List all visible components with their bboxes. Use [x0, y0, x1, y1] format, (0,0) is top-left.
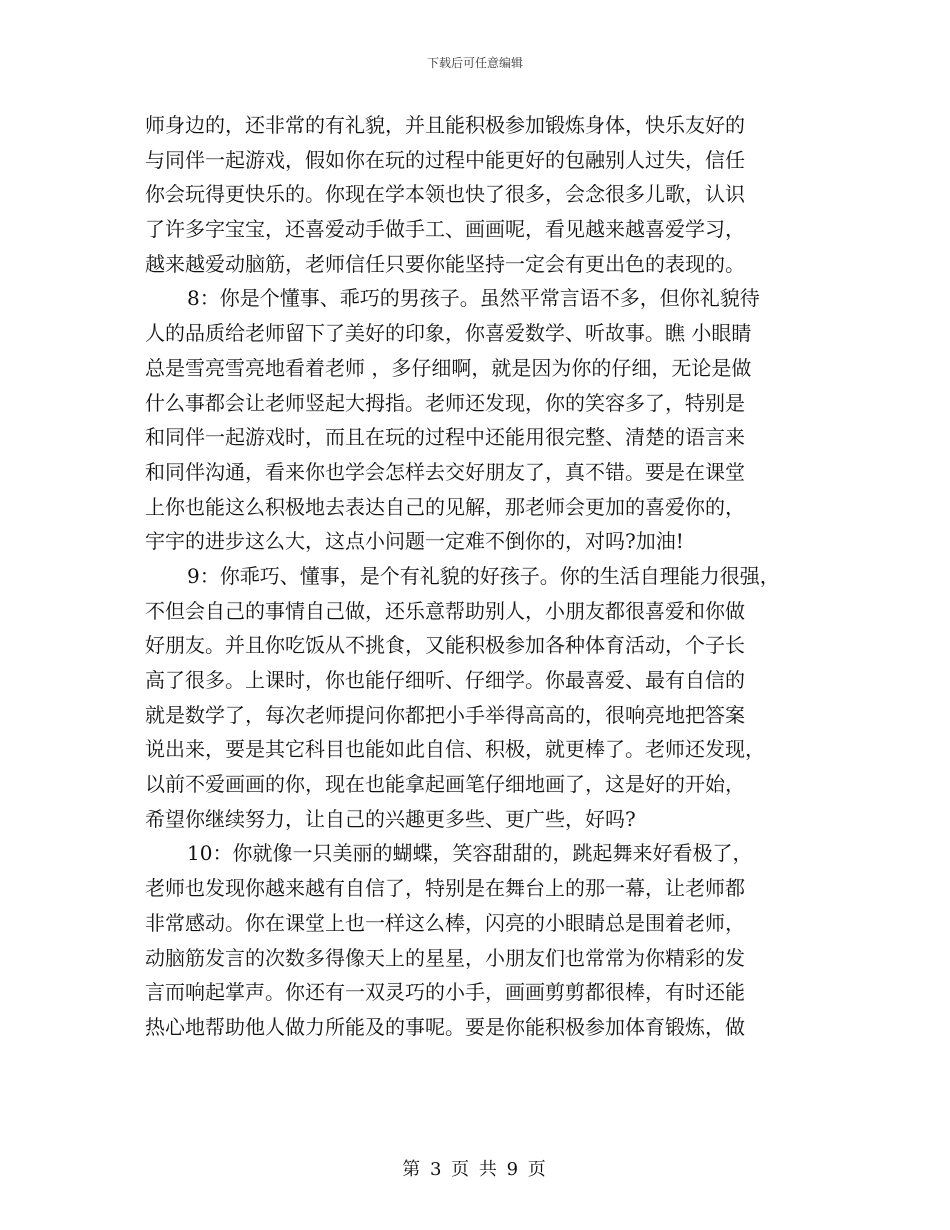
text-line: 不但会自己的事情自己做，还乐意帮助别人，小朋友都很喜爱和你做 — [145, 598, 745, 623]
text-line: 高了很多。上课时，你也能仔细听、仔细学。你最喜爱、最有自信的 — [145, 668, 745, 692]
paragraph-start-line: 10：你就像一只美丽的蝴蝶，笑容甜甜的，跳起舞来好看极了， — [187, 841, 753, 866]
text-line: 与同伴一起游戏，假如你在玩的过程中能更好的包融别人过失，信任 — [145, 147, 745, 172]
text-line: 非常感动。你在课堂上也一样这么棒，闪亮的小眼睛总是围着老师， — [145, 910, 745, 935]
text-line: 和同伴一起游戏时，而且在玩的过程中还能用很完整、清楚的语言来 — [145, 425, 745, 450]
document-body — [145, 108, 810, 1045]
text-line: 老师也发现你越来越有自信了，特别是在舞台上的那一幕，让老师都 — [145, 876, 745, 901]
text-line: 言而响起掌声。你还有一双灵巧的小手，画画剪剪都很棒，有时还能 — [145, 980, 745, 1005]
text-line: 人的品质给老师留下了美好的印象，你喜爱数学、听故事。瞧 小眼睛 — [145, 321, 752, 346]
text-line: 你会玩得更快乐的。你现在学本领也快了很多，会念很多儿歌，认识 — [145, 182, 745, 207]
text-line: 以前不爱画画的你，现在也能拿起画笔仔细地画了，这是好的开始， — [145, 772, 745, 797]
text-line: 师身边的，还非常的有礼貌，并且能积极参加锻炼身体，快乐友好的 — [145, 113, 745, 137]
page-number: 第 3 页 共 9 页 — [402, 1159, 548, 1180]
text-line: 动脑筋发言的次数多得像天上的星星，小朋友们也常常为你精彩的发 — [145, 945, 745, 970]
text-line: 希望你继续努力，让自己的兴趣更多些、更广些，好吗? — [145, 806, 636, 831]
text-line: 好朋友。并且你吃饭从不挑食，又能积极参加各种体育活动，个子长 — [145, 633, 745, 658]
text-line: 和同伴沟通，看来你也学会怎样去交好朋友了，真不错。要是在课堂 — [145, 459, 745, 484]
paragraph-start-line: 8：你是个懂事、乖巧的男孩子。虽然平常言语不多，但你礼貌待 — [187, 286, 760, 311]
text-line: 热心地帮助他人做力所能及的事呢。要是你能积极参加体育锻炼，做 — [145, 1014, 745, 1039]
text-line: 总是雪亮雪亮地看着老师 ，多仔细啊，就是因为你的仔细，无论是做 — [145, 355, 752, 380]
paragraph-start-line: 9：你乖巧、懂事，是个有礼貌的好孩子。你的生活自理能力很强， — [187, 563, 780, 588]
text-line: 就是数学了，每次老师提问你都把小手举得高高的，很响亮地把答案 — [145, 702, 745, 727]
text-line: 了许多字宝宝，还喜爱动手做手工、画画呢，看见越来越喜爱学习， — [145, 217, 745, 242]
page-header-note: 下载后可任意编辑 — [426, 56, 523, 70]
text-line: 说出来，要是其它科目也能如此自信、积极，就更棒了。老师还发现， — [145, 737, 765, 762]
text-line: 宇宇的进步这么大，这点小问题一定难不倒你的，对吗?加油! — [145, 529, 684, 554]
text-line: 上你也能这么积极地去表达自己的见解，那老师会更加的喜爱你的， — [145, 494, 745, 519]
text-line: 什么事都会让老师竖起大拇指。老师还发现，你的笑容多了，特别是 — [145, 390, 745, 415]
text-line: 越来越爱动脑筋，老师信任只要你能坚持一定会有更出色的表现的。 — [145, 251, 745, 276]
